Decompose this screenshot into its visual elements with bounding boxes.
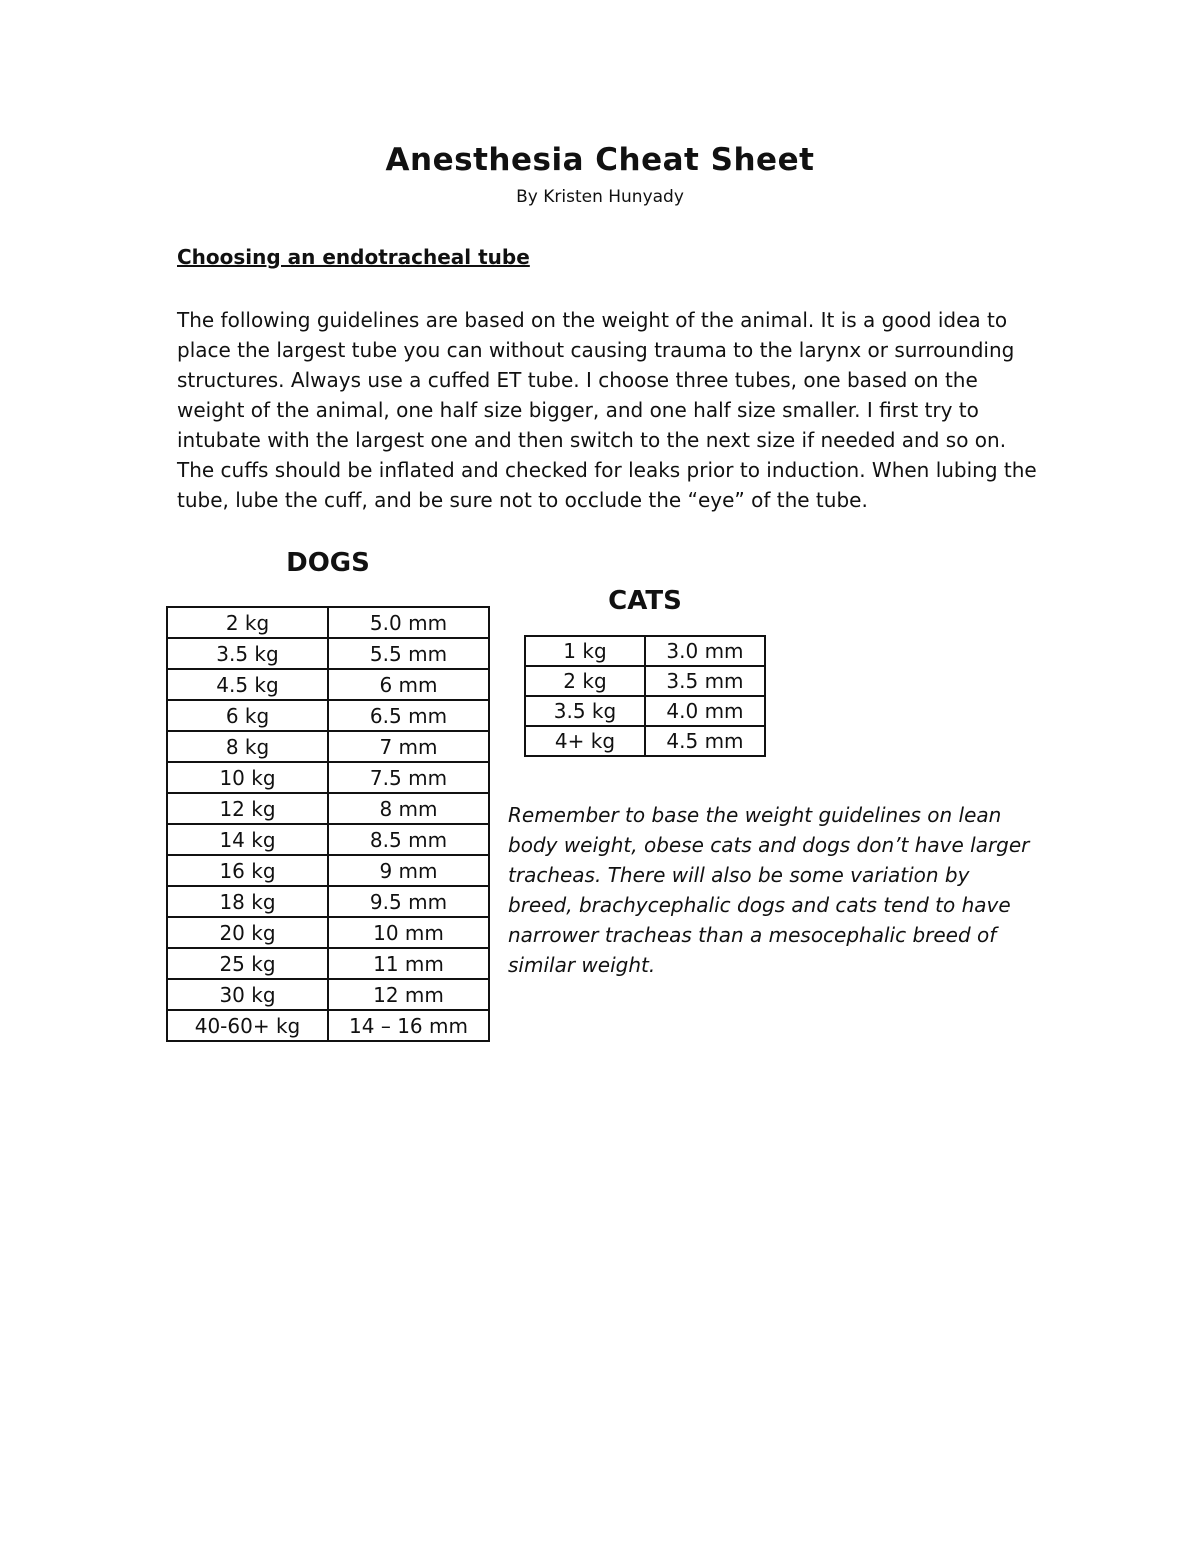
weight-cell: 12 kg: [167, 793, 328, 824]
weight-cell: 1 kg: [525, 636, 645, 666]
tube-size-cell: 6 mm: [328, 669, 489, 700]
table-row: [525, 666, 765, 696]
weight-cell: 40-60+ kg: [167, 1010, 328, 1041]
weight-cell: 14 kg: [167, 824, 328, 855]
tube-size-cell: 9 mm: [328, 855, 489, 886]
weight-cell: 6 kg: [167, 700, 328, 731]
table-row: [525, 636, 765, 666]
weight-cell: 3.5 kg: [525, 696, 645, 726]
weight-cell: 2 kg: [525, 666, 645, 696]
tube-size-cell: 7.5 mm: [328, 762, 489, 793]
tube-size-cell: 3.0 mm: [645, 636, 765, 666]
weight-cell: 18 kg: [167, 886, 328, 917]
tube-size-cell: 12 mm: [328, 979, 489, 1010]
weight-cell: 25 kg: [167, 948, 328, 979]
table-row: [167, 762, 489, 793]
table-row: [525, 696, 765, 726]
table-row: [167, 607, 489, 638]
weight-cell: 3.5 kg: [167, 638, 328, 669]
table-row: [167, 855, 489, 886]
weight-guideline-note: Remember to base the weight guidelines on lean body weight, obese cats and dogs don’t have larger tracheas. There will also be some variation by breed, brachycephalic dogs and cats tend to have narrower tracheas than a mesocephalic breed of similar weight.: [508, 803, 1030, 977]
table-row: [167, 886, 489, 917]
dogs-tube-size-table: [166, 606, 490, 1042]
weight-cell: 16 kg: [167, 855, 328, 886]
weight-cell: 2 kg: [167, 607, 328, 638]
intro-paragraph: The following guidelines are based on the weight of the animal. It is a good idea to place the largest tube you can without causing trauma to the larynx or surrounding structures. Always use a cuffed ET tube. I choose three tubes, one based on the weight of the animal, one half size bigger, and one half size smaller. I first try to intubate with the largest one and then switch to the next size if needed and so on. The cuffs should be inflated and checked for leaks prior to induction. When lubing the tube, lube the cuff, and be sure not to occlude the “eye” of the tube.: [177, 308, 1037, 512]
dogs-table-title: DOGS: [286, 548, 370, 578]
table-row: [167, 669, 489, 700]
table-row: [167, 948, 489, 979]
tube-size-cell: 11 mm: [328, 948, 489, 979]
tube-size-cell: 8.5 mm: [328, 824, 489, 855]
table-row: [167, 1010, 489, 1041]
weight-cell: 10 kg: [167, 762, 328, 793]
cats-table-title: CATS: [608, 586, 682, 616]
table-row: [167, 917, 489, 948]
tube-size-cell: 10 mm: [328, 917, 489, 948]
tube-size-cell: 6.5 mm: [328, 700, 489, 731]
tube-size-cell: 3.5 mm: [645, 666, 765, 696]
weight-cell: 8 kg: [167, 731, 328, 762]
table-row: [167, 979, 489, 1010]
weight-cell: 4.5 kg: [167, 669, 328, 700]
table-row: [525, 726, 765, 756]
cats-tube-size-table: [524, 635, 766, 757]
weight-cell: 4+ kg: [525, 726, 645, 756]
weight-cell: 20 kg: [167, 917, 328, 948]
tube-size-cell: 4.5 mm: [645, 726, 765, 756]
tube-size-cell: 14 – 16 mm: [328, 1010, 489, 1041]
tube-size-cell: 9.5 mm: [328, 886, 489, 917]
weight-cell: 30 kg: [167, 979, 328, 1010]
table-row: [167, 824, 489, 855]
tube-size-cell: 7 mm: [328, 731, 489, 762]
tube-size-cell: 8 mm: [328, 793, 489, 824]
table-row: [167, 638, 489, 669]
section-heading: Choosing an endotracheal tube: [177, 245, 530, 269]
table-row: [167, 793, 489, 824]
tube-size-cell: 4.0 mm: [645, 696, 765, 726]
author-byline: By Kristen Hunyady: [516, 187, 684, 207]
tube-size-cell: 5.5 mm: [328, 638, 489, 669]
table-row: [167, 731, 489, 762]
page-title: Anesthesia Cheat Sheet: [385, 142, 815, 178]
tube-size-cell: 5.0 mm: [328, 607, 489, 638]
table-row: [167, 700, 489, 731]
